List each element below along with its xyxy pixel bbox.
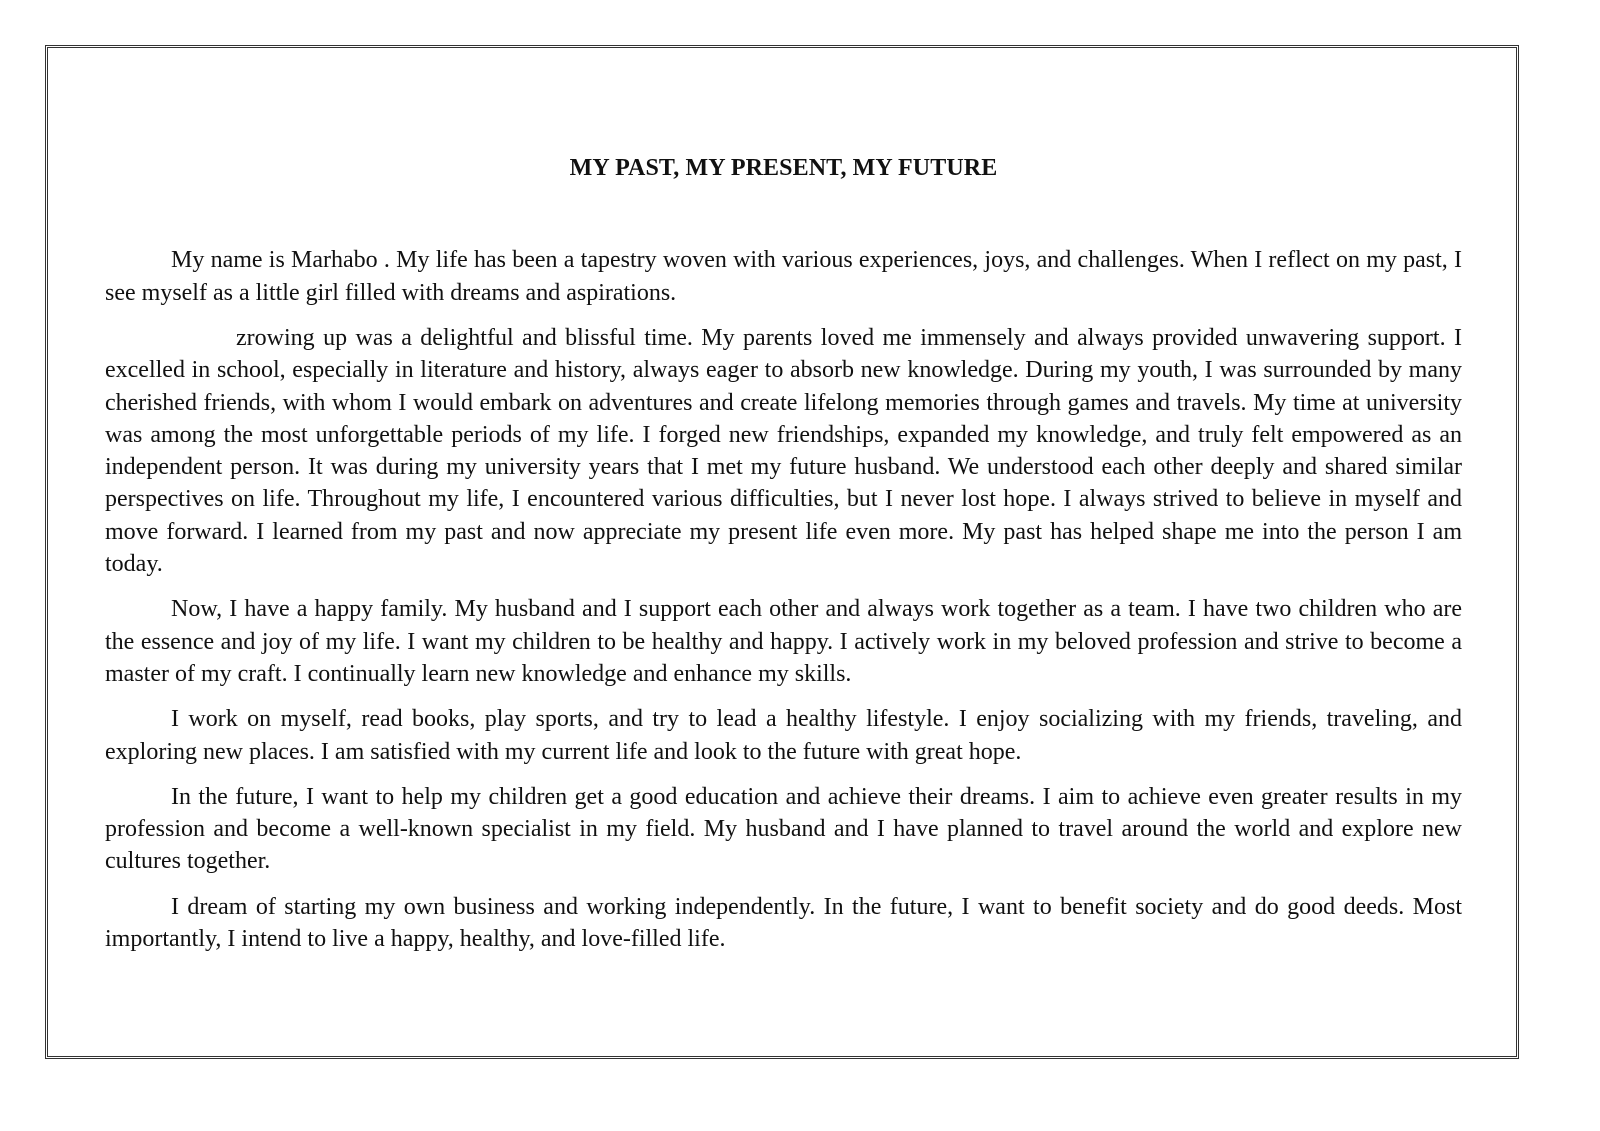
paragraph-introduction: My name is Marhabo . My life has been a tapestry woven with various experiences, joys, and challenges. When I reflect on my past, I see myself as a little girl filled with dreams and aspirations. xyxy=(105,247,1462,306)
document-title: MY PAST, MY PRESENT, MY FUTURE xyxy=(569,155,998,181)
paragraph-future-dreams: I dream of starting my own business and working independently. In the future, I want to benefit society and do good deeds. Most importantly, I intend to live a happy, healthy, and love-filled life. xyxy=(105,893,1462,953)
paragraph-present-family: Now, I have a happy family. My husband and I support each other and always work together as a team. I have two children who are the essence and joy of my life. I want my children to be healthy and happy. I actively work in my beloved profession and strive to become a master of my craft. I continually learn new knowledge and enhance my skills. xyxy=(105,596,1462,687)
paragraph-past: zrowing up was a delightful and blissful time. My parents loved me immensely and always provided unwavering support. I excelled in school, especially in literature and history, always eager to absorb new knowledge. During my youth, I was surrounded by many cherished friends, with whom I would embark on adventures and create lifelong memories through games and travels. My time at university was among the most unforgettable periods of my life. I forged new friendships, expanded my knowledge, and truly felt empowered as an independent person. It was during my university years that I met my future husband. We understood each other deeply and shared similar perspectives on life. Throughout my life, I encountered various difficulties, but I never lost hope. I always strived to believe in myself and move forward. I learned from my past and now appreciate my present life even more. My past has helped shape me into the person I am today. xyxy=(105,324,1462,578)
paragraph-future-goals: In the future, I want to help my children get a good education and achieve their dreams. I aim to achieve even greater results in my profession and become a well-known specialist in my field. My husband and I have planned to travel around the world and explore new cultures together. xyxy=(105,783,1462,875)
document-body xyxy=(105,152,1462,968)
paragraph-present-lifestyle: I work on myself, read books, play sports, and try to lead a healthy lifestyle. I enjoy socializing with my friends, traveling, and exploring new places. I am satisfied with my current life and look to the future with great hope. xyxy=(105,706,1462,765)
